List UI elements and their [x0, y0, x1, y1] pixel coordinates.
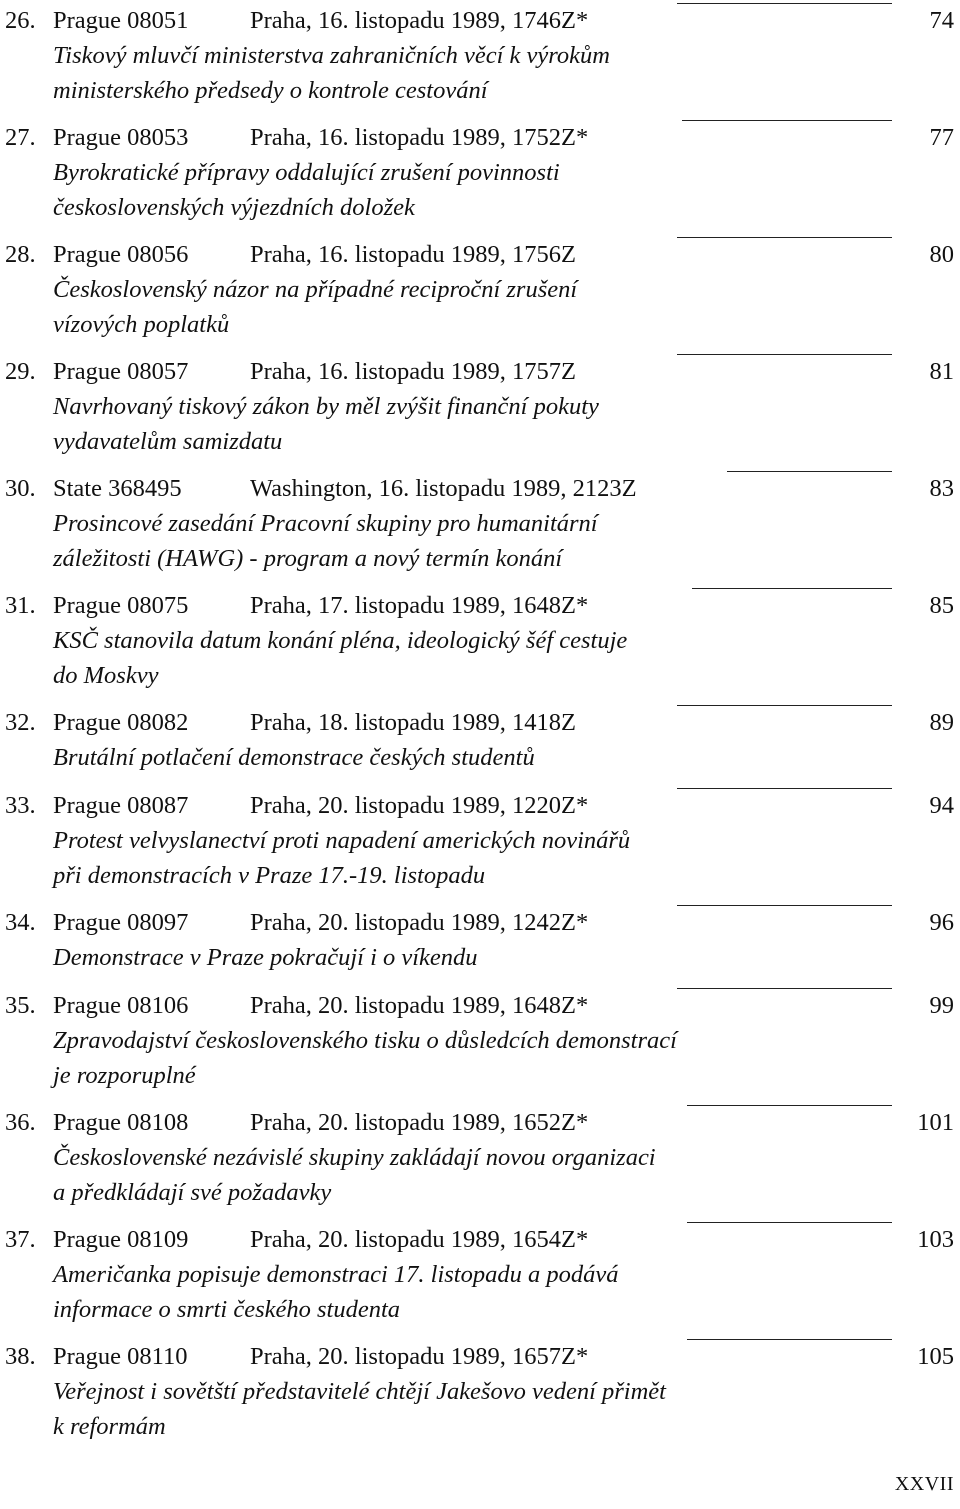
cable-date: Praha, 18. listopadu 1989, 1418Z [250, 709, 576, 736]
toc-entry [0, 1222, 960, 1327]
cable-date: Praha, 20. listopadu 1989, 1242Z* [250, 909, 589, 936]
leader-rule [677, 988, 892, 989]
entry-number: 30. [5, 475, 36, 502]
entry-title-line: při demonstracích v Praze 17.-19. listopadu [53, 861, 486, 889]
cable-id: Prague 08097 [53, 909, 189, 936]
cable-id: Prague 08082 [53, 709, 189, 736]
cable-id: Prague 08110 [53, 1343, 188, 1370]
entry-heading [0, 237, 960, 273]
cable-date: Praha, 20. listopadu 1989, 1220Z* [250, 792, 589, 819]
page-number: 105 [917, 1343, 954, 1370]
entry-title [53, 156, 853, 225]
toc-entry [0, 237, 960, 342]
entry-number: 35. [5, 992, 36, 1019]
toc-entry [0, 120, 960, 225]
entry-title-line: Československé nezávislé skupiny zakládají novou organizaci [53, 1144, 656, 1171]
cable-id: Prague 08087 [53, 792, 189, 819]
leader-rule [687, 1339, 892, 1340]
entry-number: 36. [5, 1109, 36, 1136]
toc-entry [0, 354, 960, 459]
toc-entry [0, 705, 960, 776]
entry-title-line: informace o smrti českého studenta [53, 1295, 401, 1323]
entry-title-line: a předkládají své požadavky [53, 1178, 332, 1206]
entry-heading [0, 705, 960, 741]
entry-title-line: je rozporuplné [53, 1061, 196, 1089]
entry-title [53, 1141, 853, 1210]
cable-id: Prague 08109 [53, 1226, 189, 1253]
leader-rule [687, 1105, 892, 1106]
page-number: 85 [929, 592, 954, 619]
entry-title-line: Američanka popisuje demonstraci 17. listopadu a podává [53, 1261, 619, 1288]
entry-number: 37. [5, 1226, 36, 1253]
entry-title-line: do Moskvy [53, 661, 159, 689]
page-number: 81 [929, 358, 954, 385]
page-number: 99 [929, 992, 954, 1019]
cable-date: Praha, 20. listopadu 1989, 1654Z* [250, 1226, 589, 1253]
page-number: 103 [917, 1226, 954, 1253]
entry-title [53, 39, 853, 108]
cable-id: Prague 08051 [53, 7, 189, 34]
toc-entry [0, 471, 960, 576]
entry-title-line: Brutální potlačení demonstrace českých studentů [53, 744, 535, 771]
toc-entry [0, 588, 960, 693]
cable-date: Praha, 20. listopadu 1989, 1652Z* [250, 1109, 589, 1136]
entry-title [53, 941, 853, 976]
toc-entry [0, 1105, 960, 1210]
page-number: 80 [929, 241, 954, 268]
entry-heading [0, 354, 960, 390]
entry-title-line: Navrhovaný tiskový zákon by měl zvýšit finanční pokuty [53, 393, 599, 420]
leader-rule [682, 120, 892, 121]
entry-title [53, 824, 853, 893]
entry-title-line: ministerského předsedy o kontrole cestování [53, 76, 488, 104]
page-folio: XXVII [894, 1473, 954, 1495]
page-number: 94 [929, 792, 954, 819]
cable-date: Praha, 20. listopadu 1989, 1648Z* [250, 992, 589, 1019]
cable-id: Prague 08053 [53, 124, 189, 151]
entry-title-line: Protest velvyslanectví proti napadení amerických novinářů [53, 827, 631, 854]
cable-date: Praha, 17. listopadu 1989, 1648Z* [250, 592, 589, 619]
cable-date: Praha, 20. listopadu 1989, 1657Z* [250, 1343, 589, 1370]
page-number: 74 [929, 7, 954, 34]
cable-date: Praha, 16. listopadu 1989, 1757Z [250, 358, 576, 385]
entry-title-line: Zpravodajství československého tisku o důsledcích demonstrací [53, 1027, 677, 1054]
entry-number: 27. [5, 124, 36, 151]
page-number: 89 [929, 709, 954, 736]
leader-rule [677, 905, 892, 906]
entry-number: 33. [5, 792, 36, 819]
entry-heading [0, 788, 960, 824]
leader-rule [677, 237, 892, 238]
leader-rule [692, 588, 892, 589]
leader-rule [677, 788, 892, 789]
cable-id: Prague 08106 [53, 992, 189, 1019]
entry-title-line: vízových poplatků [53, 310, 230, 338]
toc-entry [0, 905, 960, 976]
cable-date: Praha, 16. listopadu 1989, 1756Z [250, 241, 576, 268]
entry-title [53, 1375, 853, 1444]
entry-title [53, 624, 853, 693]
toc-entry [0, 3, 960, 108]
entry-number: 29. [5, 358, 36, 385]
entry-title-line: Veřejnost i sovětští představitelé chtějí Jakešovo vedení přimět [53, 1378, 666, 1405]
entry-title-line: KSČ stanovila datum konání pléna, ideologický šéf cestuje [53, 627, 628, 654]
page-number: 83 [929, 475, 954, 502]
entry-title [53, 1258, 853, 1327]
entry-title-line: Tiskový mluvčí ministerstva zahraničních věcí k výrokům [53, 42, 610, 69]
entry-number: 31. [5, 592, 36, 619]
page-number: 77 [929, 124, 954, 151]
entry-title [53, 1024, 853, 1093]
leader-rule [687, 1222, 892, 1223]
leader-rule [677, 3, 892, 4]
entry-heading [0, 3, 960, 39]
entry-title-line: Demonstrace v Praze pokračují i o víkendu [53, 944, 478, 971]
entry-title-line: vydavatelům samizdatu [53, 427, 283, 455]
toc-entry [0, 1339, 960, 1444]
entry-title [53, 507, 853, 576]
cable-date: Praha, 16. listopadu 1989, 1752Z* [250, 124, 589, 151]
leader-rule [677, 705, 892, 706]
entry-heading [0, 1105, 960, 1141]
entry-heading [0, 1339, 960, 1375]
cable-id: Prague 08108 [53, 1109, 189, 1136]
entry-heading [0, 988, 960, 1024]
leader-rule [677, 354, 892, 355]
entry-heading [0, 1222, 960, 1258]
entry-title [53, 741, 853, 776]
entry-number: 34. [5, 909, 36, 936]
cable-id: State 368495 [53, 475, 182, 502]
cable-id: Prague 08057 [53, 358, 189, 385]
entry-heading [0, 471, 960, 507]
entry-title-line: záležitosti (HAWG) - program a nový termín konání [53, 544, 563, 572]
page-number: 96 [929, 909, 954, 936]
toc-entry [0, 988, 960, 1093]
entry-title [53, 273, 853, 342]
page-number: 101 [917, 1109, 954, 1136]
entry-title-line: Byrokratické přípravy oddalující zrušení povinnosti [53, 159, 560, 186]
entry-number: 32. [5, 709, 36, 736]
entry-heading [0, 905, 960, 941]
entry-number: 26. [5, 7, 36, 34]
entry-title-line: k reformám [53, 1412, 166, 1440]
entry-title-line: Prosincové zasedání Pracovní skupiny pro humanitární [53, 510, 598, 537]
entry-number: 38. [5, 1343, 36, 1370]
entry-number: 28. [5, 241, 36, 268]
cable-id: Prague 08056 [53, 241, 189, 268]
toc-entry [0, 788, 960, 893]
entry-title [53, 390, 853, 459]
entry-title-line: československých výjezdních doložek [53, 193, 415, 221]
entry-heading [0, 588, 960, 624]
cable-date: Washington, 16. listopadu 1989, 2123Z [250, 475, 637, 502]
leader-rule [727, 471, 892, 472]
entry-heading [0, 120, 960, 156]
cable-date: Praha, 16. listopadu 1989, 1746Z* [250, 7, 589, 34]
cable-id: Prague 08075 [53, 592, 189, 619]
entry-title-line: Československý názor na případné reciproční zrušení [53, 276, 578, 303]
